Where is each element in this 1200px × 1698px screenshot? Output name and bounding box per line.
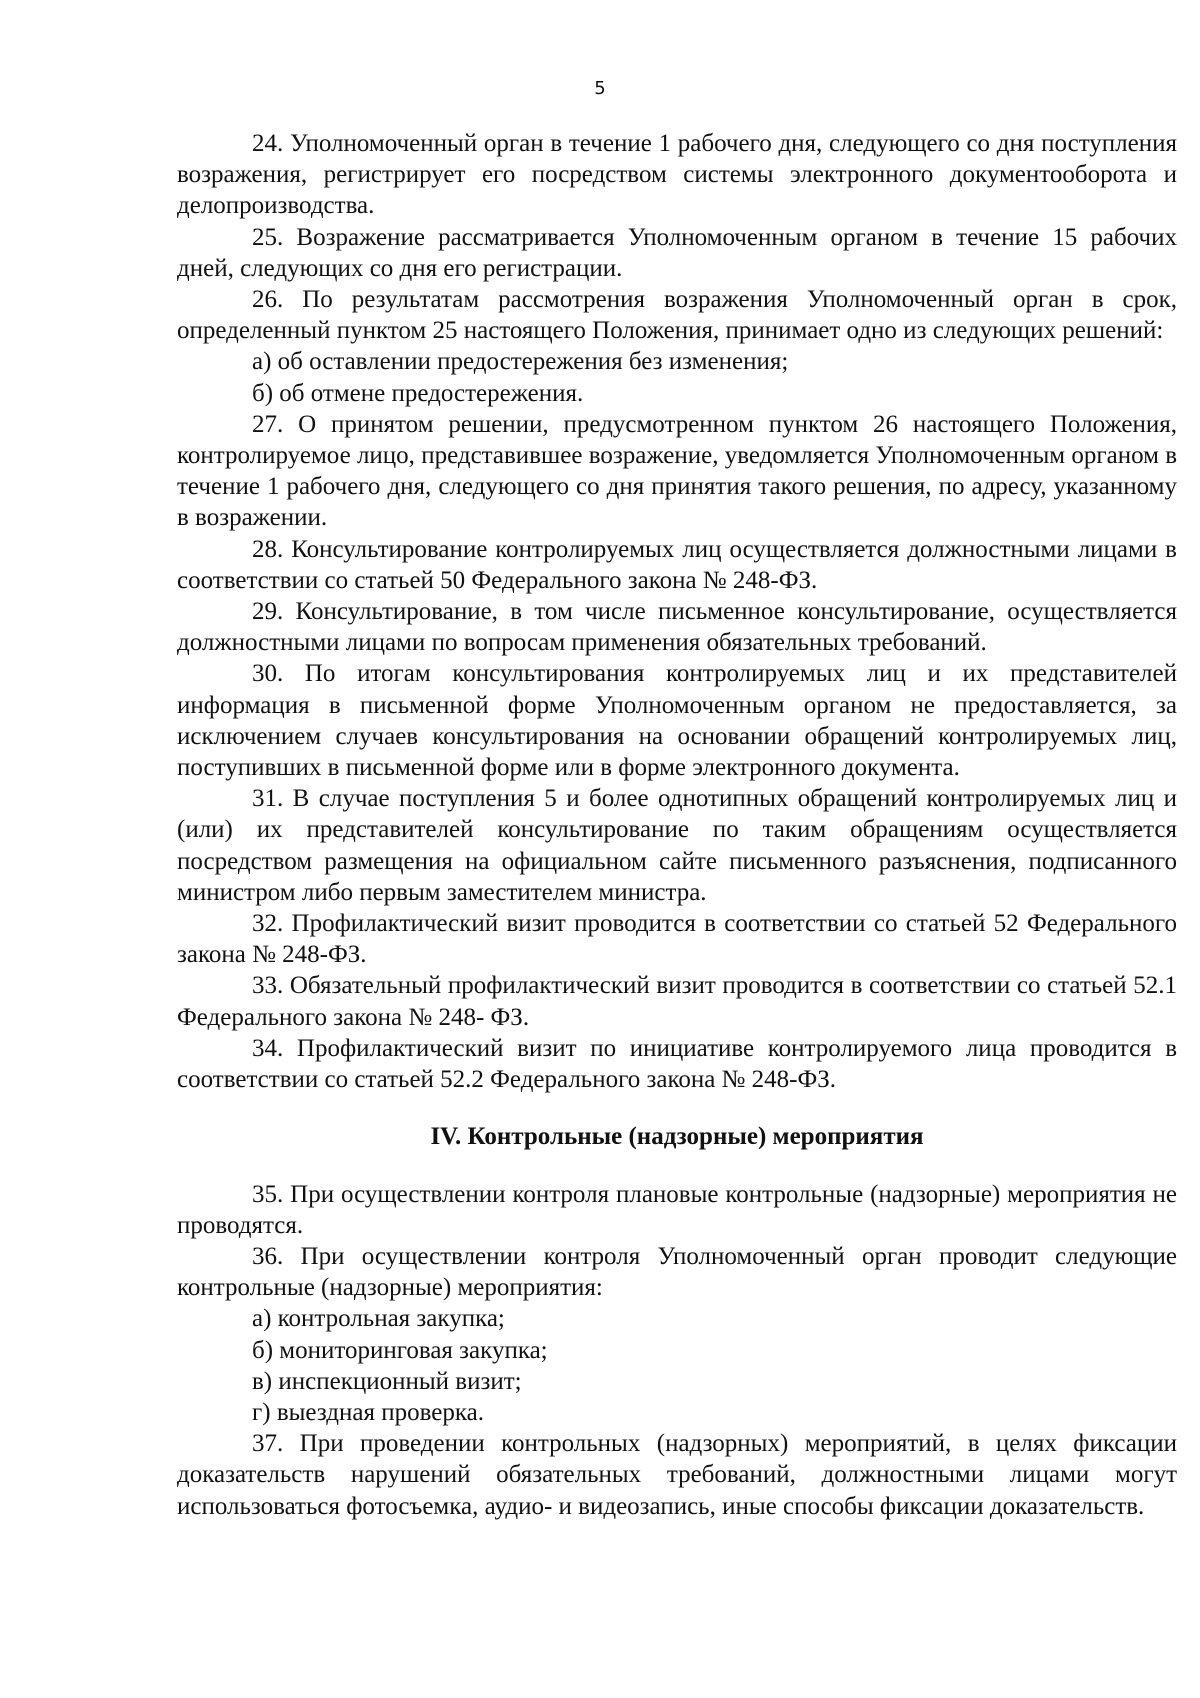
paragraph-32: 32. Профилактический визит проводится в соответствии со статьей 52 Федерального закона № 248-ФЗ. <box>177 910 1177 969</box>
paragraph-37: 37. При проведении контрольных (надзорных) мероприятий, в целях фиксации доказательств нарушений обязательных требований, должностными лицами могут использоваться фотосъемка, аудио- и видеозапись, иные способы фиксации доказательств. <box>177 1430 1177 1520</box>
list-item-b: б) мониторинговая закупка; <box>252 1336 548 1364</box>
paragraph-26: 26. По результатам рассмотрения возражения Уполномоченный орган в срок, определенный пунктом 25 настоящего Положения, принимает одно из следующих решений: <box>177 286 1177 345</box>
page-number: 5 <box>594 78 606 99</box>
paragraph-29: 29. Консультирование, в том числе письменное консультирование, осуществляется должностными лицами по вопросам применения обязательных требований. <box>177 598 1177 657</box>
list-item-v: в) инспекционный визит; <box>252 1367 522 1395</box>
paragraph-35: 35. При осуществлении контроля плановые контрольные (надзорные) мероприятия не проводятся. <box>177 1180 1177 1239</box>
paragraph-31: 31. В случае поступления 5 и более однотипных обращений контролируемых лиц и (или) их представителей консультирование по таким обращениям осуществляется посредством размещения на официальном сайте письменного разъяснения, подписанного министром либо первым заместителем министра. <box>177 785 1177 906</box>
list-item-g: г) выездная проверка. <box>252 1398 484 1426</box>
paragraph-36: 36. При осуществлении контроля Уполномоченный орган проводит следующие контрольные (надзорные) мероприятия: <box>177 1242 1177 1302</box>
list-item-a: а) об оставлении предостережения без изменения; <box>252 348 789 376</box>
paragraph-30: 30. По итогам консультирования контролируемых лиц и их представителей информация в письменной форме Уполномоченным органом не предоставляется, за исключением случаев консультирования на основании обращений контролируемых лиц, поступивших в письменной форме или в форме электронного документа. <box>177 660 1177 782</box>
paragraph-25: 25. Возражение рассматривается Уполномоченным органом в течение 15 рабочих дней, следующих со дня его регистрации. <box>177 223 1177 282</box>
document-body <box>177 128 1177 1522</box>
list-item-a: а) контрольная закупка; <box>252 1305 505 1333</box>
section-heading: IV. Контрольные (надзорные) мероприятия <box>430 1123 924 1151</box>
paragraph-27: 27. О принятом решении, предусмотренном пунктом 26 настоящего Положения, контролируемое лицо, представившее возражение, уведомляется Уполномоченным органом в течение 1 рабочего дня, следующего со дня принятия такого решения, по адресу, указанному в возражении. <box>177 410 1177 532</box>
paragraph-34: 34. Профилактический визит по инициативе контролируемого лица проводится в соответствии со статьей 52.2 Федерального закона № 248-ФЗ. <box>177 1034 1177 1094</box>
list-item-b: б) об отмене предостережения. <box>252 379 584 407</box>
paragraph-28: 28. Консультирование контролируемых лиц осуществляется должностными лицами в соответствии со статьей 50 Федерального закона № 248-ФЗ. <box>177 535 1177 594</box>
paragraph-33: 33. Обязательный профилактический визит проводится в соответствии со статьей 52.1 Федерального закона № 248- ФЗ. <box>177 972 1177 1031</box>
paragraph-24: 24. Уполномоченный орган в течение 1 рабочего дня, следующего со дня поступления возражения, регистрирует его посредством системы электронного документооборота и делопроизводства. <box>177 130 1177 220</box>
